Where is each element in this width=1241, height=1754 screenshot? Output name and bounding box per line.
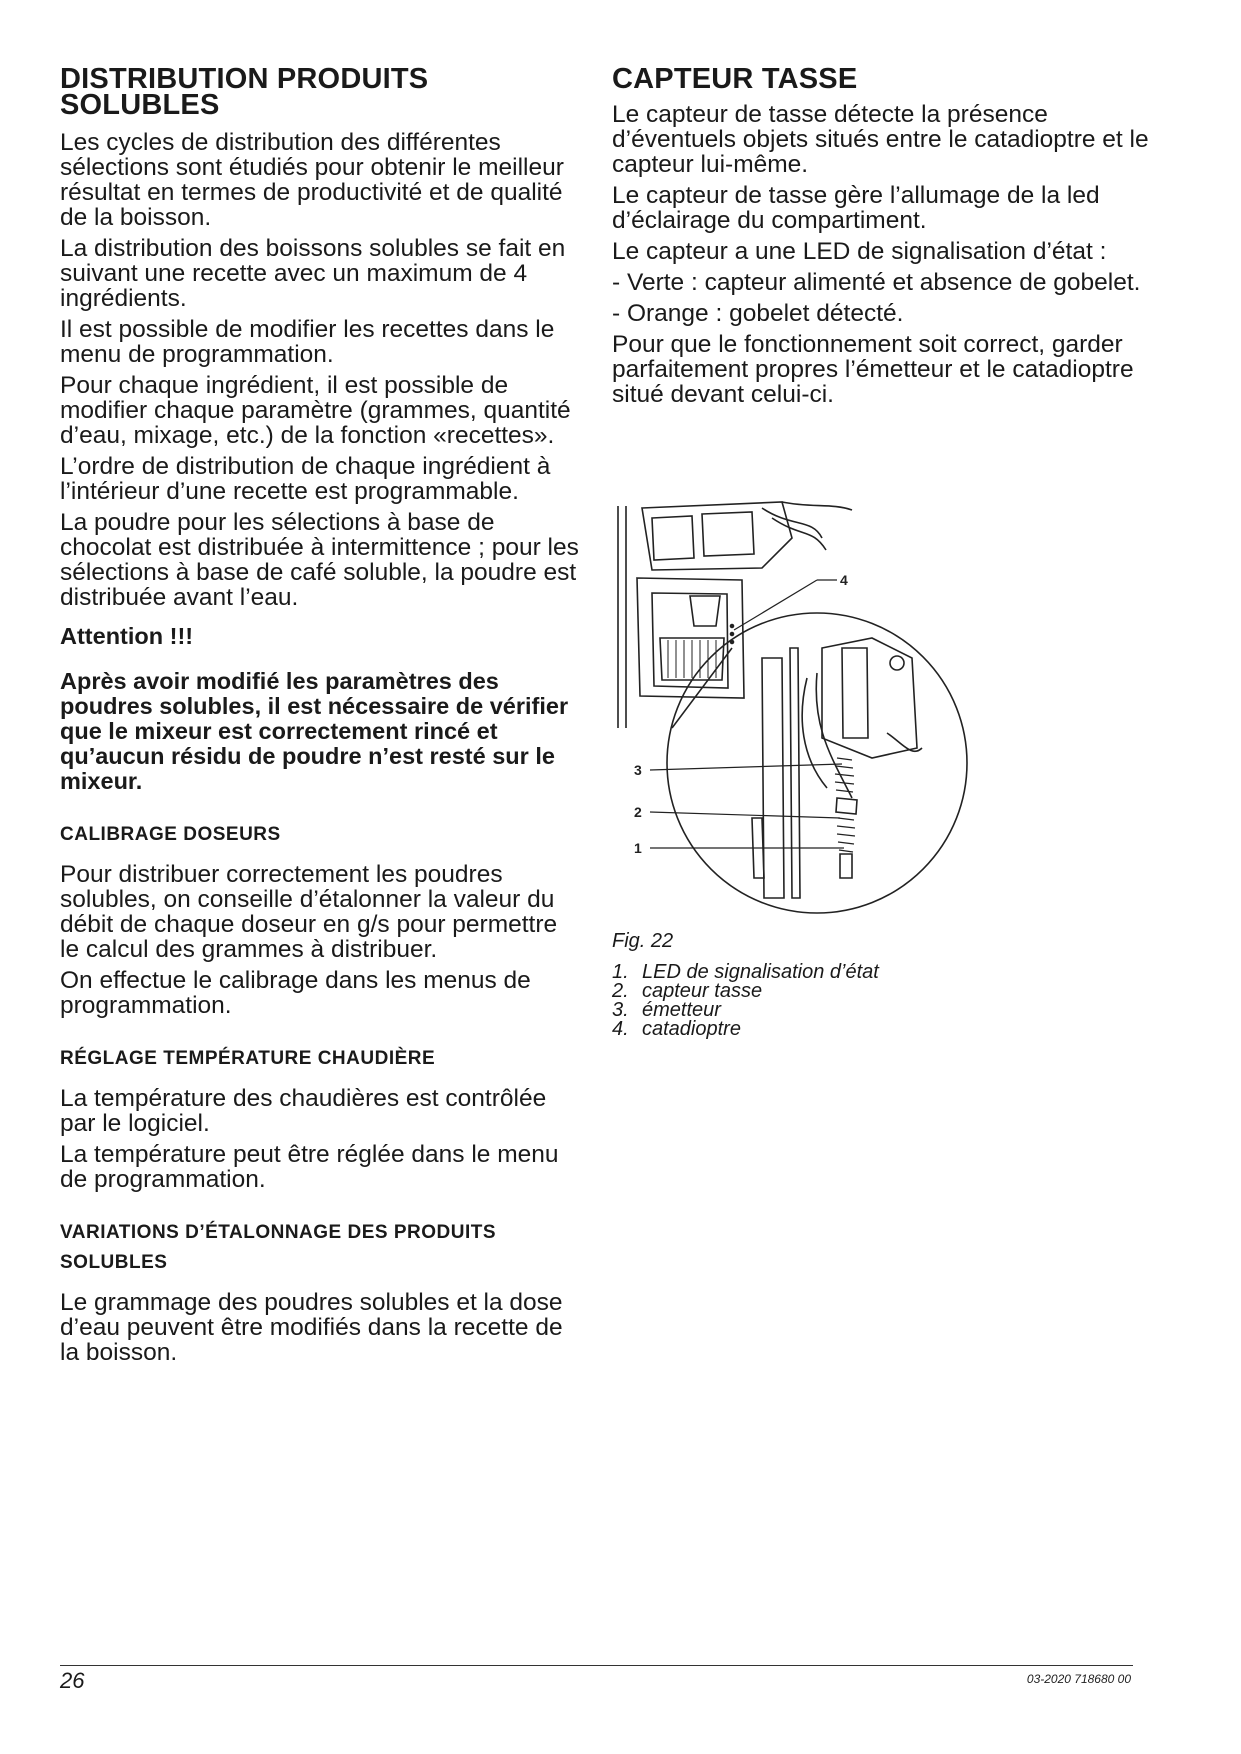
legend-item: 3. émetteur [612, 999, 721, 1021]
callout-4: 4 [840, 572, 848, 588]
paragraph: L’ordre de distribution de chaque ingrédient à l’intérieur d’une recette est programmable. [60, 453, 551, 505]
callout-1: 1 [634, 840, 642, 856]
paragraph: Pour distribuer correctement les poudres solubles, on conseille d’étalonner la valeur du débit de chaque doseur en g/s pour permettre le calcul des grammes à distribuer. [60, 861, 558, 963]
paragraph: La température des chaudières est contrôlée par le logiciel. [60, 1085, 547, 1137]
right-column [612, 63, 1152, 413]
figure-cup-sensor [612, 498, 972, 918]
figure-label: Fig. 22 [612, 930, 674, 952]
heading-reglage: RÉGLAGE TEMPÉRATURE CHAUDIÈRE [60, 1048, 436, 1069]
list-item: - Verte : capteur alimenté et absence de gobelet. [612, 269, 1141, 296]
document-reference: 03-2020 718680 00 [1026, 1672, 1131, 1686]
section-title-capteur: CAPTEUR TASSE [612, 63, 858, 95]
paragraph: Le capteur de tasse détecte la présence d’éventuels objets situés entre le catadioptre et le capteur lui-même. [612, 101, 1149, 178]
heading-calibrage: CALIBRAGE DOSEURS [60, 824, 281, 845]
attention-label: Attention !!! [60, 623, 194, 649]
page-number: 26 [60, 1668, 85, 1693]
paragraph: La poudre pour les sélections à base de chocolat est distribuée à intermittence ; pour les sélections à base de café soluble, la poudre est distribuée avant l’eau. [60, 509, 579, 611]
paragraph: Pour chaque ingrédient, il est possible de modifier chaque paramètre (grammes, quantité d’eau, mixage, etc.) de la fonction «recettes». [60, 372, 571, 449]
figure-caption [612, 930, 1012, 1039]
legend-item: 4. catadioptre [612, 1018, 741, 1040]
paragraph: Le capteur a une LED de signalisation d’état : [612, 238, 1107, 265]
paragraph: Les cycles de distribution des différentes sélections sont étudiés pour obtenir le meilleur résultat en termes de productivité et de qualité de la boisson. [60, 129, 564, 231]
warning-text: Après avoir modifié les paramètres des poudres solubles, il est nécessaire de vérifier que le mixeur est correctement rincé et qu’aucun résidu de poudre n’est resté sur le mixeur. [60, 668, 569, 794]
paragraph: Il est possible de modifier les recettes dans le menu de programmation. [60, 316, 555, 368]
figure-legend [612, 963, 1012, 1039]
legend-item: 2. capteur tasse [612, 980, 763, 1002]
heading-variations: VARIATIONS D’ÉTALONNAGE DES PRODUITS SOLUBLES [60, 1222, 497, 1273]
paragraph: Pour que le fonctionnement soit correct, garder parfaitement propres l’émetteur et le catadioptre situé devant celui-ci. [612, 331, 1134, 408]
legend-item: 1. LED de signalisation d’état [612, 961, 879, 983]
list-item: - Orange : gobelet détecté. [612, 300, 904, 327]
paragraph: La distribution des boissons solubles se fait en suivant une recette avec un maximum de 4 ingrédients. [60, 235, 566, 312]
paragraph: Le grammage des poudres solubles et la dose d’eau peuvent être modifiés dans la recette de la boisson. [60, 1289, 563, 1366]
paragraph: Le capteur de tasse gère l’allumage de la led d’éclairage du compartiment. [612, 182, 1100, 234]
callout-3: 3 [634, 762, 642, 778]
cup-sensor-illustration [612, 498, 972, 918]
left-column [60, 63, 580, 1371]
paragraph: On effectue le calibrage dans les menus de programmation. [60, 967, 531, 1019]
callout-2: 2 [634, 804, 642, 820]
footer-divider [60, 1665, 1133, 1666]
paragraph: La température peut être réglée dans le menu de programmation. [60, 1141, 559, 1193]
section-title-distribution: DISTRIBUTION PRODUITS SOLUBLES [60, 63, 429, 121]
